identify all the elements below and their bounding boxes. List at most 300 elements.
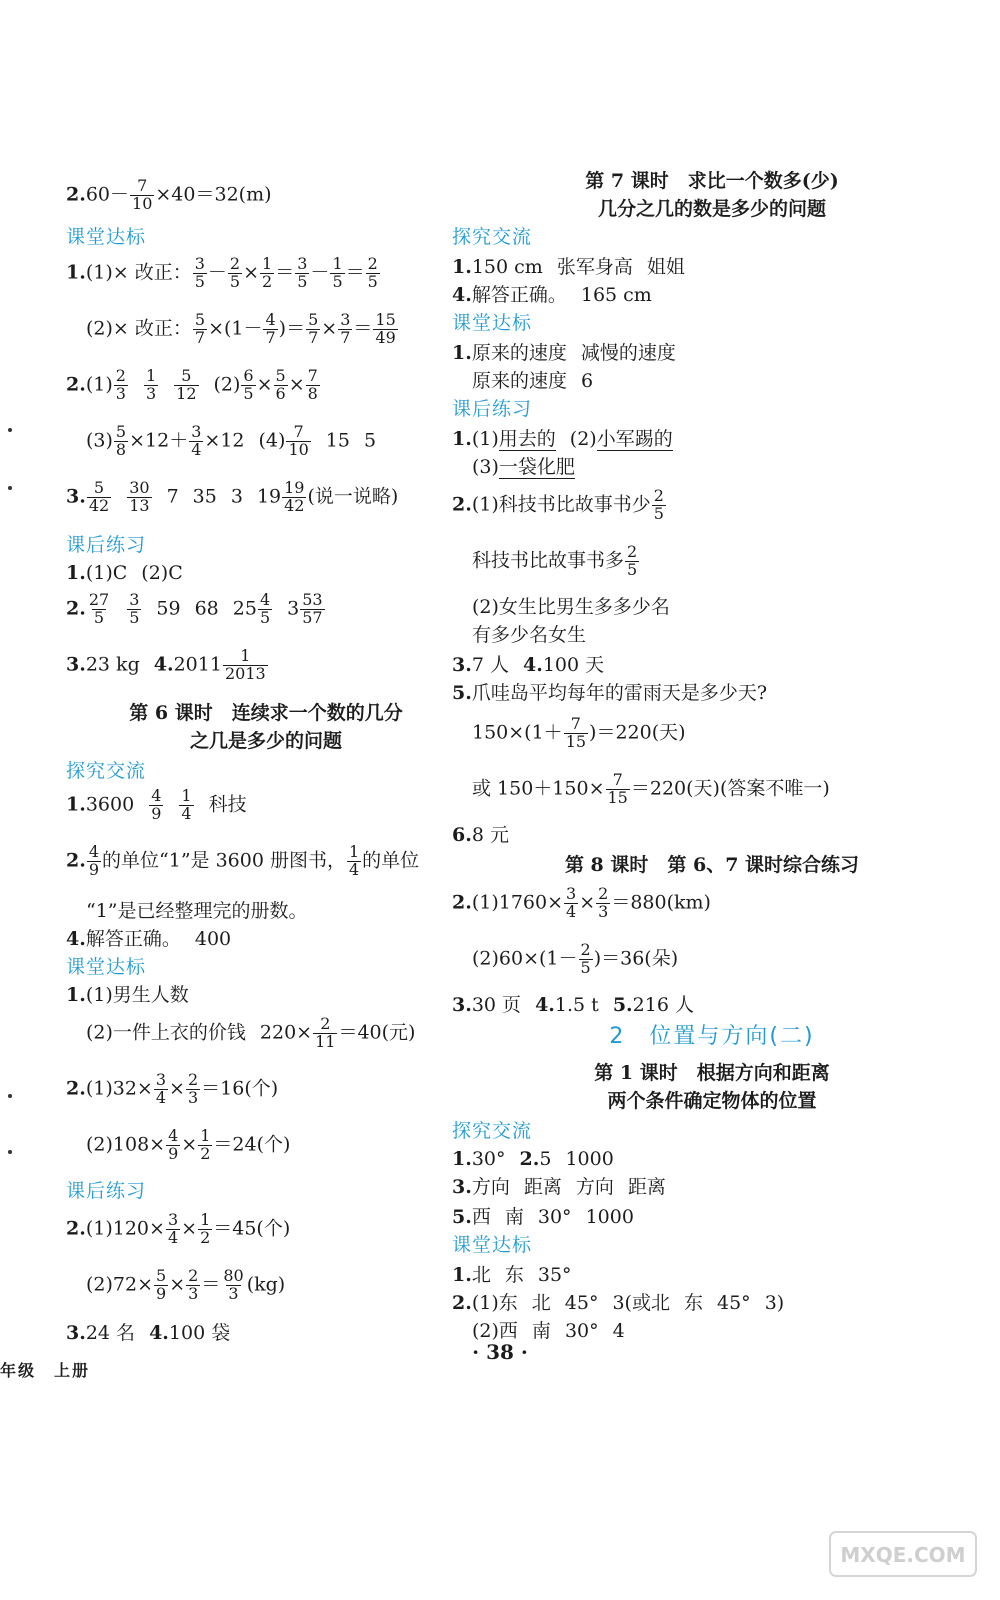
answer-text: × bbox=[288, 373, 305, 396]
fraction-denominator: 7 bbox=[194, 327, 206, 347]
fraction-denominator: 3 bbox=[145, 383, 157, 403]
answer-text: 2011 bbox=[173, 653, 222, 676]
answer-line bbox=[66, 312, 466, 347]
fraction-numerator: 7 bbox=[570, 714, 581, 733]
answer-text: 3 bbox=[287, 597, 300, 620]
fraction-denominator: 15 bbox=[607, 787, 628, 807]
answer-text: “1”是已经整理完的册数。 bbox=[86, 900, 308, 922]
fraction-denominator: 10 bbox=[132, 193, 153, 213]
fraction-numerator: 19 bbox=[284, 478, 305, 497]
answer-text: 3(或北 bbox=[612, 1292, 670, 1314]
fraction-numerator: 3 bbox=[155, 1070, 167, 1089]
answer-line bbox=[66, 562, 466, 585]
fraction bbox=[606, 772, 630, 807]
fraction bbox=[330, 256, 344, 291]
answer-line bbox=[452, 994, 972, 1017]
answer-text: 的单位“1”是 3600 册图书， bbox=[102, 849, 346, 872]
answer-text: ＝220(天)(答案不唯一) bbox=[630, 777, 830, 800]
answer-text: ×12＋ bbox=[129, 429, 189, 452]
fraction-denominator: 4 bbox=[181, 803, 192, 823]
answer-text: 解答正确。 bbox=[85, 928, 181, 950]
fraction-numerator: 4 bbox=[88, 842, 100, 861]
fraction-numerator: 2 bbox=[598, 884, 609, 903]
answer-text: (1) bbox=[471, 428, 499, 450]
answer-text: (1)32× bbox=[85, 1077, 153, 1100]
item-number: 1. bbox=[452, 428, 472, 450]
fraction-denominator: 9 bbox=[88, 859, 100, 879]
answer-text: (2)C bbox=[141, 562, 183, 584]
watermark-text: MXQE.COM bbox=[840, 1543, 966, 1567]
answer-text: ×(1－ bbox=[208, 317, 263, 340]
answer-text: (2)西 bbox=[472, 1320, 518, 1342]
fraction-numerator: 1 bbox=[181, 786, 192, 805]
fraction-denominator: 49 bbox=[375, 327, 396, 347]
answer-text: )＝220(天) bbox=[589, 721, 686, 744]
fraction-numerator: 2 bbox=[627, 542, 638, 561]
fraction bbox=[149, 788, 163, 823]
answer-text: (2)60×(1－ bbox=[472, 947, 578, 970]
answer-line bbox=[66, 1128, 466, 1163]
answer-line bbox=[66, 1072, 466, 1107]
answer-line bbox=[452, 654, 972, 677]
fraction-numerator: 3 bbox=[194, 254, 205, 273]
fraction-denominator: 57 bbox=[302, 607, 323, 627]
answer-text: (2)× 改正： bbox=[86, 317, 192, 340]
answer-text: (1)C bbox=[85, 562, 128, 584]
fraction-numerator: 3 bbox=[129, 590, 140, 609]
fraction-numerator: 3 bbox=[340, 310, 351, 329]
fraction bbox=[127, 480, 151, 515]
answer-text: 3) bbox=[764, 1292, 785, 1314]
fraction bbox=[373, 312, 397, 347]
fraction bbox=[564, 716, 588, 751]
answer-line bbox=[452, 256, 972, 279]
fraction-denominator: 8 bbox=[115, 439, 127, 459]
answer-text: × bbox=[321, 317, 338, 340]
answer-line bbox=[66, 178, 466, 213]
answer-text: 68 bbox=[194, 597, 219, 620]
fraction bbox=[258, 592, 272, 627]
fraction-denominator: 4 bbox=[191, 439, 202, 459]
fraction-numerator: 1 bbox=[200, 1210, 211, 1229]
fraction bbox=[154, 1072, 168, 1107]
answer-line bbox=[452, 456, 972, 479]
answer-text: 220× bbox=[259, 1021, 313, 1044]
item-number: 5. bbox=[452, 1206, 472, 1228]
fraction-denominator: 4 bbox=[155, 1087, 167, 1107]
answer-text: 的单位 bbox=[362, 849, 420, 872]
chapter-title: 2 位置与方向(二) bbox=[609, 1024, 815, 1049]
answer-text: 216 人 bbox=[632, 994, 694, 1016]
item-number: 4. bbox=[66, 928, 86, 950]
fraction bbox=[186, 1268, 200, 1303]
fraction-denominator: 8 bbox=[307, 383, 318, 403]
fraction-denominator: 3 bbox=[598, 901, 609, 921]
fraction-numerator: 5 bbox=[275, 366, 286, 385]
fraction-numerator: 7 bbox=[612, 770, 623, 789]
answer-text: 北 bbox=[531, 1292, 551, 1314]
fraction-numerator: 4 bbox=[168, 1126, 179, 1145]
fraction bbox=[186, 1072, 200, 1107]
answer-text: (1)男生人数 bbox=[85, 984, 189, 1006]
item-number: 3. bbox=[66, 485, 86, 508]
fraction-denominator: 12 bbox=[176, 383, 197, 403]
fraction bbox=[198, 1128, 212, 1163]
margin-dot bbox=[8, 1094, 12, 1098]
answer-text: (kg) bbox=[246, 1273, 286, 1296]
fraction bbox=[179, 788, 193, 823]
answer-text: 西 bbox=[471, 1206, 491, 1228]
fraction-denominator: 4 bbox=[566, 901, 577, 921]
fraction-denominator: 4 bbox=[348, 859, 360, 879]
item-number: 4. bbox=[522, 654, 543, 676]
fraction-numerator: 1 bbox=[145, 366, 157, 385]
item-number: 2. bbox=[452, 1292, 472, 1314]
answer-text: )＝36(朵) bbox=[593, 947, 679, 970]
fraction-numerator: 80 bbox=[223, 1266, 244, 1285]
answer-text: 30 页 bbox=[471, 994, 522, 1016]
answer-text: (2) bbox=[213, 373, 241, 396]
answer-line bbox=[66, 1016, 466, 1051]
answer-text: － bbox=[310, 261, 330, 284]
answer-text: ＝ bbox=[201, 1273, 221, 1296]
answer-line bbox=[452, 342, 972, 365]
section-heading: 课后练习 bbox=[452, 398, 533, 420]
section-heading: 课堂达标 bbox=[66, 956, 147, 978]
answer-text: (4) bbox=[258, 429, 286, 452]
answer-text: 30° bbox=[537, 1206, 572, 1228]
item-number: 1. bbox=[452, 1264, 472, 1286]
fraction-denominator: 3 bbox=[228, 1283, 239, 1303]
answer-text: 姐姐 bbox=[646, 256, 685, 278]
answer-text: × bbox=[256, 373, 273, 396]
fraction-numerator: 2 bbox=[187, 1070, 199, 1089]
answer-text: 东 bbox=[683, 1292, 703, 1314]
answer-text: 7 人 bbox=[471, 654, 509, 676]
item-number: 2. bbox=[66, 183, 86, 206]
footer-grade-label: 年级 上册 bbox=[0, 1361, 91, 1380]
item-number: 1. bbox=[452, 342, 472, 364]
fraction bbox=[127, 592, 141, 627]
fraction-numerator: 3 bbox=[566, 884, 577, 903]
answer-line bbox=[452, 596, 972, 619]
answer-line bbox=[452, 1206, 972, 1229]
fraction-denominator: 5 bbox=[653, 503, 664, 523]
margin-dot bbox=[8, 486, 12, 490]
fraction-denominator: 3 bbox=[187, 1087, 199, 1107]
answer-text: 3600 bbox=[85, 793, 135, 816]
answer-line bbox=[452, 624, 972, 647]
answer-text: 35° bbox=[537, 1264, 572, 1286]
fraction bbox=[193, 312, 207, 347]
fraction-numerator: 1 bbox=[200, 1126, 211, 1145]
fraction-numerator: 6 bbox=[243, 366, 254, 385]
fraction-numerator: 1 bbox=[332, 254, 343, 273]
answer-line bbox=[66, 424, 466, 459]
answer-text: (2)女生比男生多多少名 bbox=[472, 596, 670, 618]
fraction-numerator: 5 bbox=[181, 366, 192, 385]
fraction-numerator: 5 bbox=[115, 422, 127, 441]
section-heading: 探究交流 bbox=[452, 226, 533, 248]
answer-line bbox=[66, 368, 466, 403]
answer-text: 科技 bbox=[208, 793, 247, 816]
fraction bbox=[625, 544, 639, 579]
fraction bbox=[144, 368, 158, 403]
answer-text: × bbox=[169, 1273, 186, 1296]
fraction-denominator: 7 bbox=[308, 327, 319, 347]
answer-line bbox=[66, 480, 466, 515]
answer-text: ＝ bbox=[345, 261, 365, 284]
answer-line bbox=[452, 284, 972, 307]
answer-text: (2)一件上衣的价钱 bbox=[86, 1021, 246, 1044]
answer-line bbox=[452, 1176, 972, 1199]
fraction bbox=[366, 256, 380, 291]
fraction bbox=[295, 256, 309, 291]
fraction-denominator: 3 bbox=[115, 383, 126, 403]
page-number: · 38 · bbox=[472, 1340, 528, 1364]
answer-text: (说一说略) bbox=[307, 485, 399, 508]
fraction-denominator: 42 bbox=[88, 495, 110, 515]
fraction-denominator: 11 bbox=[315, 1031, 336, 1051]
fraction bbox=[198, 1212, 212, 1247]
section-heading: 课堂达标 bbox=[452, 1234, 533, 1256]
fraction-numerator: 4 bbox=[265, 310, 276, 329]
fraction-numerator: 4 bbox=[151, 786, 162, 805]
item-number: 1. bbox=[452, 1148, 472, 1170]
answer-line bbox=[452, 886, 972, 921]
answer-text: (2)72× bbox=[86, 1273, 154, 1296]
fraction-numerator: 3 bbox=[297, 254, 308, 273]
answer-text: － bbox=[207, 261, 227, 284]
answer-line bbox=[452, 1264, 972, 1287]
margin-dot bbox=[8, 1150, 12, 1154]
answer-text: 60－ bbox=[85, 183, 130, 206]
answer-text: (3) bbox=[472, 456, 499, 478]
fraction bbox=[263, 312, 277, 347]
item-number: 1. bbox=[66, 793, 86, 816]
item-number: 1. bbox=[66, 562, 86, 584]
answer-text: 400 bbox=[194, 928, 232, 950]
fraction-numerator: 5 bbox=[194, 310, 206, 329]
lesson-title: 几分之几的数是多少的问题 bbox=[597, 198, 826, 220]
fraction-denominator: 5 bbox=[627, 559, 638, 579]
fraction-denominator: 5 bbox=[129, 607, 140, 627]
fraction-numerator: 7 bbox=[307, 366, 318, 385]
section-heading: 探究交流 bbox=[452, 1120, 533, 1142]
fraction-denominator: 5 bbox=[259, 607, 271, 627]
fraction bbox=[189, 424, 203, 459]
fraction bbox=[282, 480, 306, 515]
answer-text: 爪哇岛平均每年的雷雨天是多少天? bbox=[471, 682, 768, 704]
fraction-numerator: 5 bbox=[93, 478, 105, 497]
item-number: 2. bbox=[66, 597, 86, 620]
answer-line bbox=[66, 984, 466, 1007]
answer-line bbox=[452, 682, 972, 705]
answer-text: 东 bbox=[504, 1264, 524, 1286]
section-heading: 课后练习 bbox=[66, 1180, 147, 1202]
item-number: 6. bbox=[452, 824, 472, 846]
fraction bbox=[87, 592, 111, 627]
fraction bbox=[114, 424, 128, 459]
answer-line bbox=[452, 824, 972, 847]
answer-text: (1)120× bbox=[85, 1217, 165, 1240]
fraction-denominator: 2013 bbox=[224, 663, 266, 683]
section-heading: 探究交流 bbox=[66, 760, 147, 782]
answer-text: (1)东 bbox=[471, 1292, 518, 1314]
fraction bbox=[87, 844, 101, 879]
fraction-denominator: 9 bbox=[168, 1143, 179, 1163]
fraction-denominator: 9 bbox=[151, 803, 162, 823]
item-number: 4. bbox=[149, 1322, 169, 1344]
item-number: 1. bbox=[452, 256, 472, 278]
fraction-denominator: 2 bbox=[200, 1227, 211, 1247]
answer-text: 15 bbox=[325, 429, 350, 452]
answer-text: × bbox=[243, 261, 260, 284]
answer-text: 有多少名女生 bbox=[472, 624, 587, 646]
lesson-title: 之几是多少的问题 bbox=[189, 730, 342, 752]
item-number: 2. bbox=[66, 1077, 86, 1100]
answer-text: 35 bbox=[192, 485, 217, 508]
answer-text: 5 bbox=[539, 1148, 552, 1170]
item-number: 2. bbox=[452, 891, 472, 914]
fraction-numerator: 30 bbox=[129, 478, 150, 497]
answer-text: ＝40(元) bbox=[338, 1021, 416, 1044]
answer-text: (1)科技书比故事书少 bbox=[471, 493, 651, 516]
section-heading: 课堂达标 bbox=[452, 312, 533, 334]
answer-text: 距离 bbox=[523, 1176, 562, 1198]
answer-line bbox=[452, 370, 972, 393]
answer-text: 59 bbox=[156, 597, 181, 620]
answer-text: 30° bbox=[471, 1148, 506, 1170]
answer-text: 100 天 bbox=[542, 654, 605, 676]
fraction-numerator: 1 bbox=[262, 254, 273, 273]
item-number: 2. bbox=[66, 373, 86, 396]
fraction-numerator: 2 bbox=[229, 254, 241, 273]
answer-text: 3 bbox=[230, 485, 243, 508]
fraction-denominator: 7 bbox=[265, 327, 276, 347]
fraction-numerator: 3 bbox=[191, 422, 202, 441]
fraction-denominator: 2 bbox=[200, 1143, 211, 1163]
answer-line bbox=[452, 716, 972, 751]
item-number: 5. bbox=[612, 994, 633, 1016]
answer-text: 24 名 bbox=[85, 1322, 136, 1344]
answer-text: 45° bbox=[717, 1292, 751, 1314]
fraction-denominator: 15 bbox=[565, 731, 587, 751]
answer-text: (1)× 改正： bbox=[85, 261, 192, 284]
answer-text: (3) bbox=[86, 429, 113, 452]
fraction bbox=[652, 488, 666, 523]
underlined-answer: 用去的 bbox=[498, 428, 556, 450]
answer-line bbox=[66, 1268, 466, 1303]
answer-line bbox=[66, 256, 466, 291]
item-number: 2. bbox=[66, 1217, 86, 1240]
item-number: 5. bbox=[452, 682, 472, 704]
fraction bbox=[166, 1212, 180, 1247]
answer-text: 或 150＋150× bbox=[472, 777, 605, 800]
answer-text: (2) bbox=[569, 428, 597, 450]
fraction-denominator: 5 bbox=[332, 271, 343, 291]
answer-text: 科技书比故事书多 bbox=[472, 549, 625, 572]
fraction-denominator: 9 bbox=[156, 1283, 167, 1303]
fraction bbox=[564, 886, 578, 921]
answer-text: 方向 bbox=[471, 1176, 510, 1198]
fraction-numerator: 53 bbox=[302, 590, 323, 609]
fraction-denominator: 5 bbox=[297, 271, 308, 291]
answer-text: 解答正确。 bbox=[471, 284, 567, 306]
answer-line bbox=[66, 928, 466, 951]
fraction bbox=[338, 312, 352, 347]
fraction-numerator: 2 bbox=[320, 1014, 331, 1033]
answer-text: 1000 bbox=[565, 1148, 614, 1170]
fraction-numerator: 3 bbox=[167, 1210, 179, 1229]
fraction-denominator: 7 bbox=[340, 327, 351, 347]
answer-text: × bbox=[181, 1133, 198, 1156]
answer-line bbox=[66, 844, 466, 879]
fraction bbox=[260, 256, 274, 291]
answer-text: 7 bbox=[166, 485, 179, 508]
fraction-numerator: 1 bbox=[348, 842, 360, 861]
fraction-numerator: 4 bbox=[259, 590, 271, 609]
fraction bbox=[174, 368, 198, 403]
answer-text: × bbox=[169, 1077, 185, 1100]
fraction-denominator: 5 bbox=[243, 383, 254, 403]
item-number: 3. bbox=[66, 1322, 86, 1344]
item-number: 4. bbox=[153, 653, 174, 676]
answer-text: (2)108× bbox=[86, 1133, 166, 1156]
fraction bbox=[166, 1128, 180, 1163]
lesson-title: 第 8 课时 第 6、7 课时综合练习 bbox=[564, 854, 860, 876]
item-number: 3. bbox=[452, 994, 472, 1016]
item-number: 1. bbox=[66, 261, 86, 284]
fraction-denominator: 42 bbox=[284, 495, 305, 515]
fraction bbox=[193, 256, 207, 291]
fraction bbox=[130, 178, 154, 213]
fraction-denominator: 13 bbox=[129, 495, 150, 515]
fraction bbox=[87, 480, 111, 515]
fraction bbox=[154, 1268, 168, 1303]
fraction-denominator: 2 bbox=[262, 271, 273, 291]
section-heading: 课后练习 bbox=[66, 534, 147, 556]
answer-text: 原来的速度 bbox=[471, 342, 567, 364]
fraction bbox=[286, 424, 310, 459]
answer-text: 距离 bbox=[627, 1176, 666, 1198]
answer-line bbox=[452, 942, 972, 977]
answer-text: 减慢的速度 bbox=[580, 342, 676, 364]
fraction-denominator: 3 bbox=[188, 1283, 199, 1303]
fraction-numerator: 2 bbox=[188, 1266, 199, 1285]
fraction-denominator: 5 bbox=[580, 957, 591, 977]
answer-line bbox=[66, 1212, 466, 1247]
answer-text: 1000 bbox=[585, 1206, 634, 1228]
fraction bbox=[114, 368, 128, 403]
answer-text: 方向 bbox=[575, 1176, 614, 1198]
watermark-logo bbox=[828, 1530, 978, 1578]
fraction-numerator: 5 bbox=[308, 310, 319, 329]
item-number: 1. bbox=[66, 984, 86, 1006]
fraction-numerator: 1 bbox=[240, 646, 251, 665]
answer-text: )＝ bbox=[278, 317, 306, 340]
fraction-numerator: 2 bbox=[653, 486, 664, 505]
answer-line bbox=[452, 544, 972, 579]
item-number: 3. bbox=[452, 654, 472, 676]
fraction-denominator: 6 bbox=[275, 383, 286, 403]
answer-text: 原来的速度 bbox=[472, 370, 568, 392]
fraction-denominator: 5 bbox=[194, 271, 205, 291]
answer-line bbox=[452, 488, 972, 523]
answer-text: 45° bbox=[564, 1292, 599, 1314]
item-number: 4. bbox=[452, 284, 472, 306]
answer-text: 8 元 bbox=[471, 824, 509, 846]
